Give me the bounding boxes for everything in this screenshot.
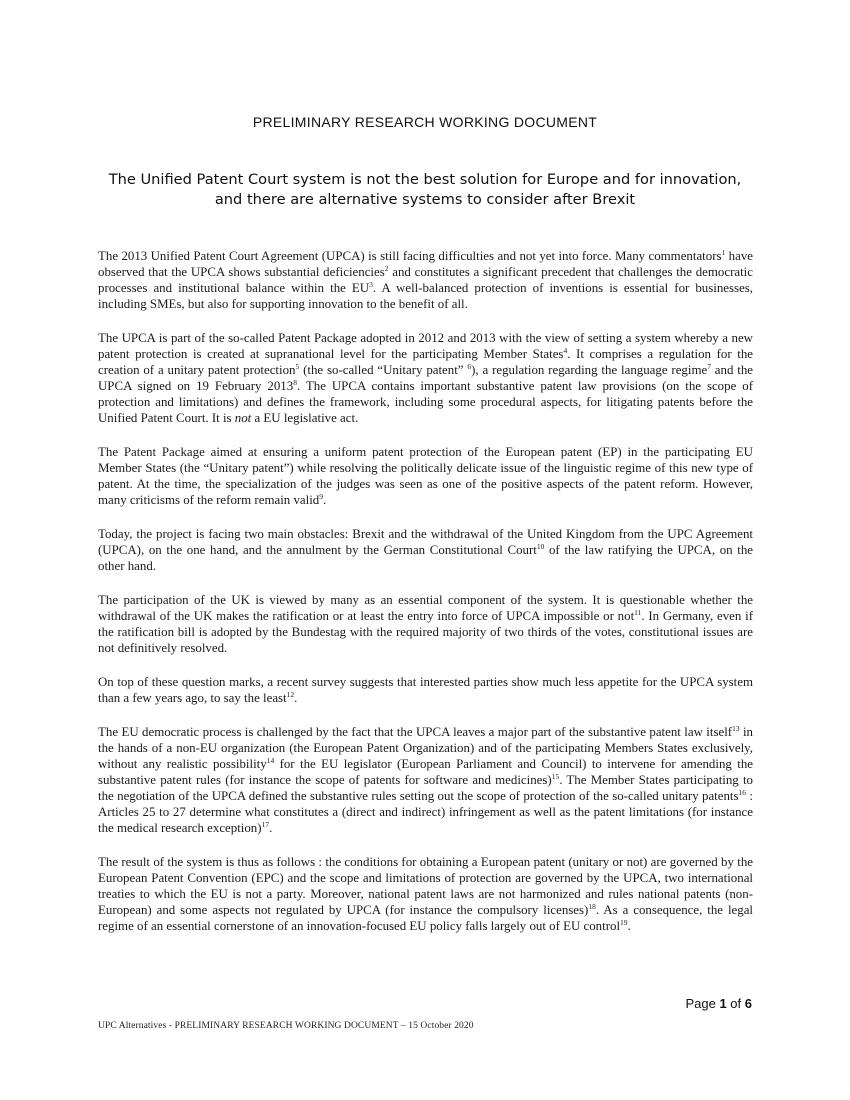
main-title [80,170,770,210]
body-paragraph [98,526,753,574]
footnote-ref: 2 [384,264,389,273]
text-segment: The UPCA is part of the so-called Patent Package adopted in 2012 and 2013 with the view of setting a system whereby a new patent protection is created at supranational level for the participating Member States [98,331,753,361]
footnote-ref: 19 [620,918,628,927]
footnote-ref: 3 [369,280,373,289]
footnote-ref: 13 [732,724,740,733]
footnote-ref: 8 [293,378,297,387]
footnote-ref: 9 [319,492,323,501]
body-paragraph [98,674,753,706]
footer-text: UPC Alternatives - PRELIMINARY RESEARCH WORKING DOCUMENT – 15 October 2020 [98,1021,474,1031]
text-segment: Today, the project is facing two main obstacles: Brexit and the withdrawal of the United Kingdom from the UPC Agreement (UPCA), on the one hand, and the annulment by the German Constitutional Court [98,527,753,557]
body-paragraph [98,444,753,508]
page-total: 6 [744,996,752,1011]
text-segment: a EU legislative act. [251,411,359,425]
text-segment: of the law ratifying the UPCA, on the other hand. [98,543,753,573]
footnote-ref: 16 [738,788,747,797]
page-prefix: Page [685,996,720,1011]
text-segment: ), a regulation regarding the language regime [471,363,708,377]
text-segment: . It comprises a regulation for the creation of a unitary patent protection [98,347,753,377]
footnote-ref: 4 [563,346,568,355]
footnote-ref: 11 [634,608,642,617]
text-segment: (the so-called “Unitary patent” [299,363,468,377]
footnote-ref: 18 [588,902,596,911]
footnote-ref: 1 [721,248,726,257]
text-segment: On top of these question marks, a recent survey suggests that interested parties show much less appetite for the UPCA system than a few years ago, to say the least [98,675,753,705]
body-paragraph [98,854,753,934]
text-segment: : Articles 25 to 27 determine what constitutes a (direct and indirect) infringement as well as the patent limitations (for instance the medical research exception) [98,789,753,835]
footnote-ref: 10 [536,542,545,551]
text-segment: . [269,821,273,835]
page-number [685,996,752,1011]
body-paragraph [98,592,753,656]
body-paragraph [98,248,753,312]
text-segment: . The Member States participating to the negotiation of the UPCA defined the substantive rules setting out the scope of protection of the so-called unitary patents [98,773,753,803]
text-segment: for the EU legislator (European Parliament and Council) to intervene for amending the substantive patent rules (for instance the scope of patents for software and medicines) [98,757,753,787]
text-segment: . The UPCA contains important substantive patent law provisions (on the scope of protection and limitations) and defines the framework, including some procedural aspects, for litigating patents before the Unified Patent Court. It is [98,379,753,425]
text-segment: The participation of the UK is viewed by many as an essential component of the system. It is questionable whether the withdrawal of the UK makes the ratification or at least the entry into force of UPCA impossible or not [98,593,753,623]
footnote-ref: 17 [261,820,270,829]
text-segment: The Patent Package aimed at ensuring a uniform patent protection of the European patent (EP) in the participating EU Member States (the “Unitary patent”) while resolving the politically delicate issue of the linguistic regime of this new type of patent. At the time, the specialization of the judges was seen as one of the positive aspects of the patent reform. However, many criticisms of the reform remain valid [98,445,753,507]
footnote-ref: 6 [467,362,472,371]
text-segment: . In Germany, even if the ratification bill is adopted by the Bundestag with the required majority of two thirds of the votes, constitutional issues are not definitively resolved. [98,609,753,655]
footnote-ref: 7 [707,362,711,371]
text-segment: The EU democratic process is challenged by the fact that the UPCA leaves a major part of the substantive patent law itself [98,725,733,739]
body-paragraph [98,724,753,836]
text-segment: and the UPCA signed on 19 February 2013 [98,363,754,393]
footnote-ref: 14 [266,756,275,765]
text-segment: . As a consequence, the legal regime of an essential cornerstone of an innovation-focused EU policy falls largely out of EU control [98,903,753,933]
main-title-line-1: The Unified Patent Court system is not the best solution for Europe and for innovation, [108,171,742,188]
text-segment: The result of the system is thus as follows : the conditions for obtaining a European patent (unitary or not) are governed by the European Patent Convention (EPC) and the scope and limitations of protection are governed by the UPCA, two international treaties to which the EU is not a party. Moreover, national patent laws are not harmonized and rules national patents (non-European) and some aspects not regulated by UPCA (for instance the compulsory licenses) [98,855,753,917]
footnote-ref: 12 [286,690,295,699]
text-segment: . [294,691,298,705]
main-title-line-2: and there are alternative systems to consider after Brexit [214,191,636,208]
body-paragraph [98,330,753,426]
text-segment: . A well-balanced protection of inventions is essential for businesses, including SMEs, but also for supporting innovation to the benefit of all. [98,281,753,311]
text-segment: . [322,493,327,507]
text-segment: have observed that the UPCA shows substantial deficiencies [98,249,753,279]
page-middle: of [726,996,745,1011]
text-segment: and constitutes a significant precedent that challenges the democratic processes and institutional balance within the EU [98,265,753,295]
text-segment: . [627,919,631,933]
text-segment: The 2013 Unified Patent Court Agreement (UPCA) is still facing difficulties and not yet into force. Many commentators [98,249,722,263]
header-title: PRELIMINARY RESEARCH WORKING DOCUMENT [252,114,598,130]
footnote-ref: 15 [551,772,560,781]
page-current: 1 [719,996,727,1011]
emphasis-text: not [234,411,252,425]
footnote-ref: 5 [295,362,300,371]
text-segment: in the hands of a non-EU organization (the European Patent Organization) and of the participating Members States exclusively, without any realistic possibility [98,725,753,771]
body-text [98,248,753,952]
